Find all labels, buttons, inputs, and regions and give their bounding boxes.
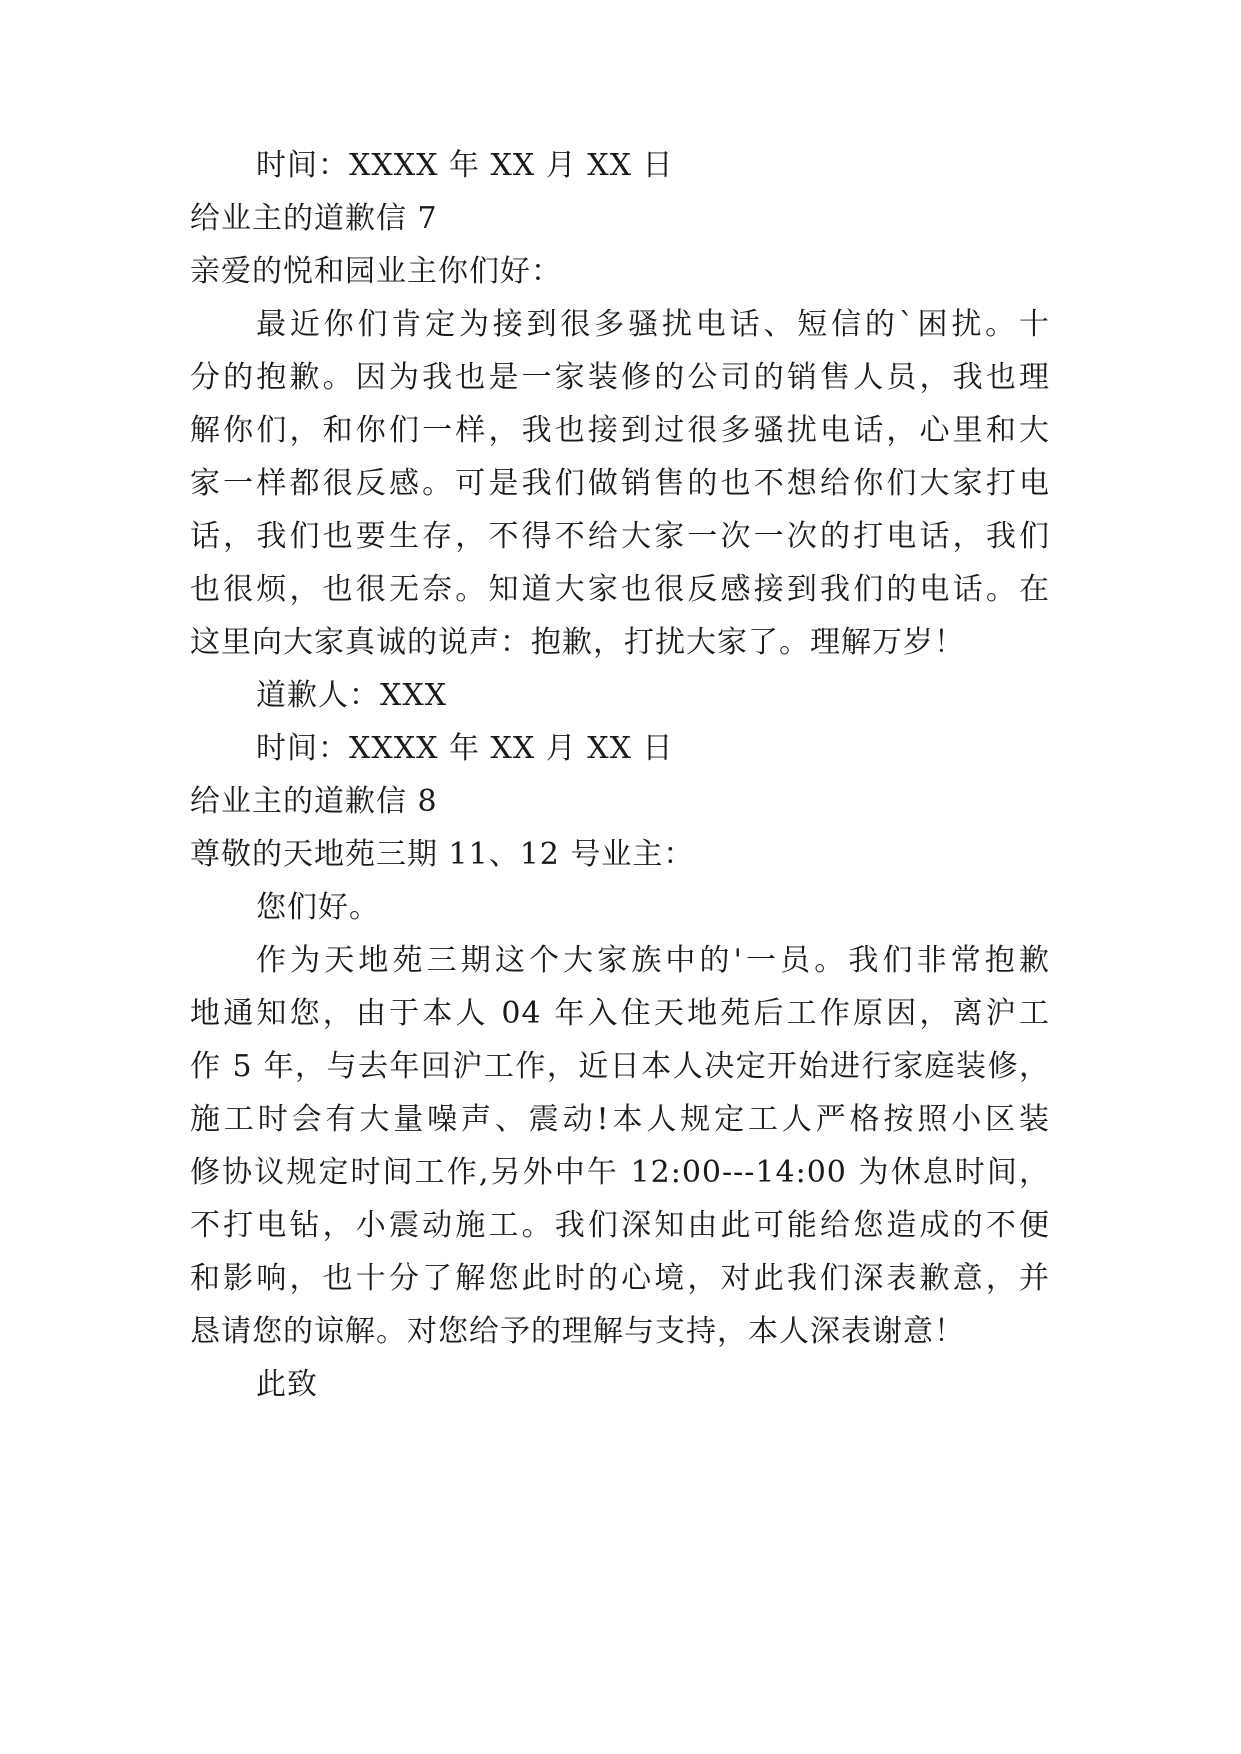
body-line: 施工时会有大量噪声、震动!本人规定工人严格按照小区装 (190, 1102, 1050, 1137)
body-line: 最近你们肯定为接到很多骚扰电话、短信的`困扰。十 (256, 307, 1050, 342)
body-line: 分的抱歉。因为我也是一家装修的公司的销售人员，我也理 (190, 360, 1050, 395)
closing-line: 此致 (256, 1367, 318, 1402)
date-line: 时间：XXXX 年 XX 月 XX 日 (256, 731, 674, 766)
body-line: 也很烦，也很无奈。知道大家也很反感接到我们的电话。在 (190, 572, 1050, 607)
greeting-line: 您们好。 (256, 890, 380, 925)
body-line: 作 5 年，与去年回沪工作，近日本人决定开始进行家庭装修， (190, 1049, 1050, 1084)
body-line: 恳请您的谅解。对您给予的理解与支持，本人深表谢意！ (190, 1314, 965, 1349)
signature-line: 道歉人：XXX (256, 678, 448, 713)
body-line: 作为天地苑三期这个大家族中的'一员。我们非常抱歉 (256, 943, 1050, 978)
body-line: 解你们，和你们一样，我也接到过很多骚扰电话，心里和大 (190, 413, 1050, 448)
body-line: 和影响，也十分了解您此时的心境，对此我们深表歉意，并 (190, 1261, 1050, 1296)
date-line: 时间：XXXX 年 XX 月 XX 日 (256, 148, 674, 183)
body-line: 话，我们也要生存，不得不给大家一次一次的打电话，我们 (190, 519, 1050, 554)
letter-heading: 给业主的道歉信 7 (190, 201, 438, 236)
salutation: 尊敬的天地苑三期 11、12 号业主： (190, 837, 695, 872)
body-line: 家一样都很反感。可是我们做销售的也不想给你们大家打电 (190, 466, 1050, 501)
salutation: 亲爱的悦和园业主你们好： (190, 254, 562, 289)
letter-heading: 给业主的道歉信 8 (190, 784, 438, 819)
body-line: 修协议规定时间工作,另外中午 12:00---14:00 为休息时间， (190, 1155, 1050, 1190)
body-line: 地通知您，由于本人 04 年入住天地苑后工作原因，离沪工 (190, 996, 1050, 1031)
body-line: 这里向大家真诚的说声：抱歉，打扰大家了。理解万岁！ (190, 625, 965, 660)
body-line: 不打电钻，小震动施工。我们深知由此可能给您造成的不便 (190, 1208, 1050, 1243)
